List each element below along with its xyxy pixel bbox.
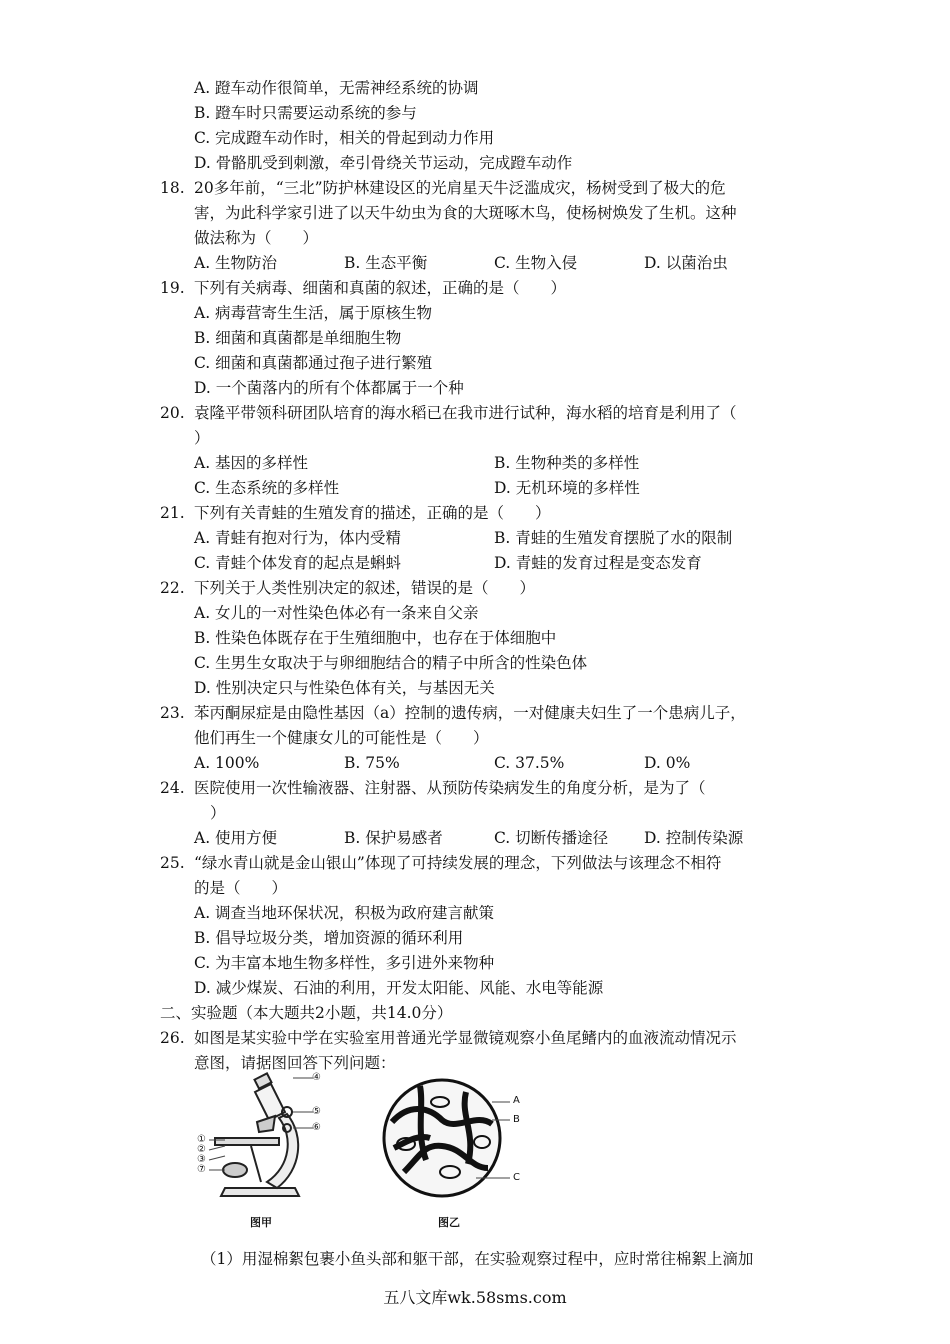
q19-option-c: C. 细菌和真菌都通过孢子进行繁殖 — [194, 354, 433, 372]
q20-option-a: A. 基因的多样性 — [194, 454, 309, 472]
q21-number: 21. — [160, 504, 185, 522]
q19-option-b: B. 细菌和真菌都是单细胞生物 — [194, 329, 402, 347]
q26-stem-line1: 如图是某实验中学在实验室用普通光学显微镜观察小鱼尾鳍内的血液流动情况示 — [194, 1029, 737, 1047]
q19-option-a: A. 病毒营寄生生活，属于原核生物 — [194, 304, 433, 322]
q18-option-d: D. 以菌治虫 — [644, 254, 728, 272]
field-of-view-figure — [380, 1072, 530, 1212]
q18-option-b: B. 生态平衡 — [344, 254, 428, 272]
callout-5: ⑤ — [312, 1106, 321, 1117]
q18-option-a: A. 生物防治 — [194, 254, 278, 272]
q24-option-d: D. 控制传染源 — [644, 829, 744, 847]
q17-option-b: B. 蹬车时只需要运动系统的参与 — [194, 104, 417, 122]
q17-option-c: C. 完成蹬车动作时，相关的骨起到动力作用 — [194, 129, 495, 147]
q24-option-b: B. 保护易感者 — [344, 829, 443, 847]
q25-option-d: D. 减少煤炭、石油的利用，开发太阳能、风能、水电等能源 — [194, 979, 604, 997]
q22-option-c: C. 生男生女取决于与卵细胞结合的精子中所含的性染色体 — [194, 654, 588, 672]
q23-number: 23. — [160, 704, 185, 722]
q25-option-c: C. 为丰富本地生物多样性，多引进外来物种 — [194, 954, 495, 972]
q24-stem-line1: 医院使用一次性输液器、注射器、从预防传染病发生的角度分析，是为了（ — [194, 779, 706, 797]
q24-stem-line2: ） — [210, 804, 226, 822]
callout-6: ⑥ — [312, 1122, 321, 1133]
q22-option-d: D. 性别决定只与性染色体有关，与基因无关 — [194, 679, 495, 697]
label-a: A — [513, 1095, 520, 1106]
q18-stem-line1: 20多年前，“三北”防护林建设区的光肩星天牛泛滥成灾，杨树受到了极大的危 — [194, 179, 726, 197]
q20-number: 20. — [160, 404, 185, 422]
q26-subquestion-1: （1）用湿棉絮包裹小鱼头部和躯干部，在实验观察过程中，应时常往棉絮上滴加 — [201, 1250, 754, 1268]
q21-option-b: B. 青蛙的生殖发育摆脱了水的限制 — [494, 529, 733, 547]
q24-number: 24. — [160, 779, 185, 797]
q22-option-a: A. 女儿的一对性染色体必有一条来自父亲 — [194, 604, 479, 622]
q25-option-a: A. 调查当地环保状况，积极为政府建言献策 — [194, 904, 495, 922]
label-b: B — [513, 1114, 520, 1125]
section-heading: 二、实验题（本大题共2小题，共14.0分） — [160, 1004, 453, 1022]
q25-stem-line1: “绿水青山就是金山银山”体现了可持续发展的理念，下列做法与该理念不相符 — [194, 854, 722, 872]
q21-option-a: A. 青蛙有抱对行为，体内受精 — [194, 529, 402, 547]
q17-option-d: D. 骨骼肌受到刺激，牵引骨绕关节运动，完成蹬车动作 — [194, 154, 573, 172]
q26-number: 26. — [160, 1029, 185, 1047]
q22-number: 22. — [160, 579, 185, 597]
microscope-figure — [195, 1070, 335, 1230]
callout-3: ③ — [197, 1154, 206, 1165]
q25-option-b: B. 倡导垃圾分类，增加资源的循环利用 — [194, 929, 464, 947]
callout-2: ② — [197, 1144, 206, 1155]
q18-stem-line3: 做法称为（ ） — [194, 229, 319, 247]
q20-stem-line1: 袁隆平带领科研团队培育的海水稻已在我市进行试种，海水稻的培育是利用了（ — [194, 404, 737, 422]
q19-stem: 下列有关病毒、细菌和真菌的叙述，正确的是（ ） — [194, 279, 567, 297]
q22-option-b: B. 性染色体既存在于生殖细胞中，也存在于体细胞中 — [194, 629, 557, 647]
q17-option-a: A. 蹬车动作很简单，无需神经系统的协调 — [194, 79, 479, 97]
q23-option-d: D. 0% — [644, 754, 691, 772]
callout-1: ① — [197, 1134, 206, 1145]
q21-option-c: C. 青蛙个体发育的起点是蝌蚪 — [194, 554, 402, 572]
q21-stem: 下列有关青蛙的生殖发育的描述，正确的是（ ） — [194, 504, 551, 522]
q19-number: 19. — [160, 279, 185, 297]
label-c: C — [513, 1172, 520, 1183]
q20-option-b: B. 生物种类的多样性 — [494, 454, 640, 472]
q18-stem-line2: 害，为此科学家引进了以天牛幼虫为食的大斑啄木鸟，使杨树焕发了生机。这种 — [194, 204, 737, 222]
q25-stem-line2: 的是（ ） — [194, 879, 288, 897]
q20-option-c: C. 生态系统的多样性 — [194, 479, 340, 497]
q19-option-d: D. 一个菌落内的所有个体都属于一个种 — [194, 379, 464, 397]
figure-yi-caption: 图乙 — [438, 1216, 460, 1229]
footer-watermark: 五八文库wk.58sms.com — [383, 1288, 567, 1307]
figure-jia-caption: 图甲 — [250, 1216, 272, 1229]
q24-option-a: A. 使用方便 — [194, 829, 278, 847]
q23-option-a: A. 100% — [194, 754, 260, 772]
q24-option-c: C. 切断传播途径 — [494, 829, 609, 847]
q23-option-c: C. 37.5% — [494, 754, 565, 772]
q18-option-c: C. 生物入侵 — [494, 254, 578, 272]
q23-option-b: B. 75% — [344, 754, 400, 772]
q20-stem-line2: ） — [194, 429, 210, 447]
q18-number: 18. — [160, 179, 185, 197]
callout-7: ⑦ — [197, 1164, 206, 1175]
q25-number: 25. — [160, 854, 185, 872]
q22-stem: 下列关于人类性别决定的叙述，错误的是（ ） — [194, 579, 536, 597]
q26-stem-line2: 意图，请据图回答下列问题： — [194, 1054, 396, 1072]
callout-4: ④ — [312, 1072, 321, 1083]
q23-stem-line1: 苯丙酮尿症是由隐性基因（a）控制的遗传病，一对健康夫妇生了一个患病儿子， — [194, 704, 746, 722]
q20-option-d: D. 无机环境的多样性 — [494, 479, 640, 497]
q21-option-d: D. 青蛙的发育过程是变态发育 — [494, 554, 702, 572]
q23-stem-line2: 他们再生一个健康女儿的可能性是（ ） — [194, 729, 489, 747]
